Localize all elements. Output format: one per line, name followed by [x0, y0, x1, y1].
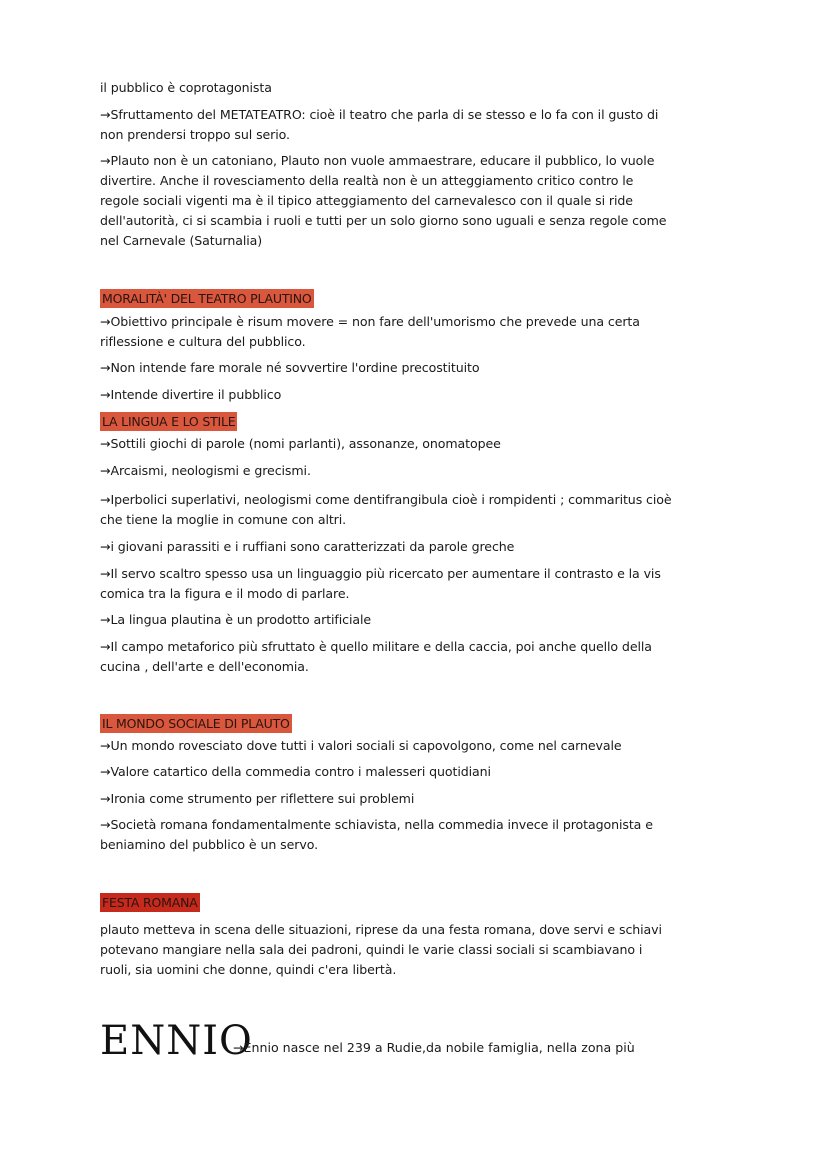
text-line: ruoli, sia uomini che donne, quindi c'era libertà. [100, 962, 397, 977]
section-heading-festa: FESTA ROMANA [102, 895, 198, 910]
text-line: →Plauto non è un catoniano, Plauto non vuole ammaestrare, educare il pubblico, lo vuole [100, 153, 655, 168]
text-line: regole sociali vigenti ma è il tipico atteggiamento del carnevalesco con il quale si ride [100, 193, 633, 208]
text-line: nel Carnevale (Saturnalia) [100, 233, 263, 248]
text-line: →Intende divertire il pubblico [100, 387, 282, 402]
text-line: →Il servo scaltro spesso usa un linguaggio più ricercato per aumentare il contrasto e la vis [100, 566, 661, 581]
ennio-intro-text: →Ennio nasce nel 239 a Rudie,da nobile famiglia, nella zona più [233, 1040, 635, 1055]
section-heading-morality: MORALITÀ' DEL TEATRO PLAUTINO [102, 291, 312, 306]
text-line: →La lingua plautina è un prodotto artificiale [100, 612, 372, 627]
text-line: non prendersi troppo sul serio. [100, 127, 290, 142]
text-line: divertire. Anche il rovesciamento della realtà non è un atteggiamento critico contro le [100, 173, 634, 188]
text-line: cucina , dell'arte e dell'economia. [100, 659, 309, 674]
text-line: →Sfruttamento del METATEATRO: cioè il teatro che parla di se stesso e lo fa con il gusto di [100, 107, 659, 122]
text-line: →Società romana fondamentalmente schiavista, nella commedia invece il protagonista e [100, 817, 653, 832]
text-line: comica tra la figura e il modo di parlare. [100, 586, 350, 601]
text-line: che tiene la moglie in comune con altri. [100, 512, 347, 527]
text-line: beniamino del pubblico è un servo. [100, 837, 318, 852]
text-line: →Obiettivo principale è risum movere = non fare dell'umorismo che prevede una certa [100, 314, 640, 329]
text-line: il pubblico è coprotagonista [100, 80, 272, 95]
text-line: →Arcaismi, neologismi e grecismi. [100, 463, 311, 478]
text-line: dell'autorità, ci si scambia i ruoli e tutti per un solo giorno sono uguali e senza regole come [100, 213, 667, 228]
text-line: →i giovani parassiti e i ruffiani sono caratterizzati da parole greche [100, 539, 515, 554]
text-line: →Sottili giochi di parole (nomi parlanti), assonanze, onomatopee [100, 436, 501, 451]
text-line: →Un mondo rovesciato dove tutti i valori sociali si capovolgono, come nel carnevale [100, 738, 622, 753]
ennio-title: ENNIO [100, 1018, 253, 1064]
text-line: →Il campo metaforico più sfruttato è quello militare e della caccia, poi anche quello della [100, 639, 652, 654]
text-line: potevano mangiare nella sala dei padroni, quindi le varie classi sociali si scambiavano i [100, 942, 643, 957]
text-line: →Ironia come strumento per riflettere sui problemi [100, 791, 415, 806]
text-line: →Iperbolici superlativi, neologismi come dentifrangibula cioè i rompidenti ; commaritus cioè [100, 492, 672, 507]
text-line: →Valore catartico della commedia contro i malesseri quotidiani [100, 764, 491, 779]
text-line: →Non intende fare morale né sovvertire l'ordine precostituito [100, 360, 480, 375]
section-heading-language: LA LINGUA E LO STILE [102, 414, 236, 429]
text-line: plauto metteva in scena delle situazioni, riprese da una festa romana, dove servi e schiavi [100, 922, 662, 937]
section-heading-social: IL MONDO SOCIALE DI PLAUTO [102, 716, 290, 731]
text-line: riflessione e cultura del pubblico. [100, 334, 306, 349]
